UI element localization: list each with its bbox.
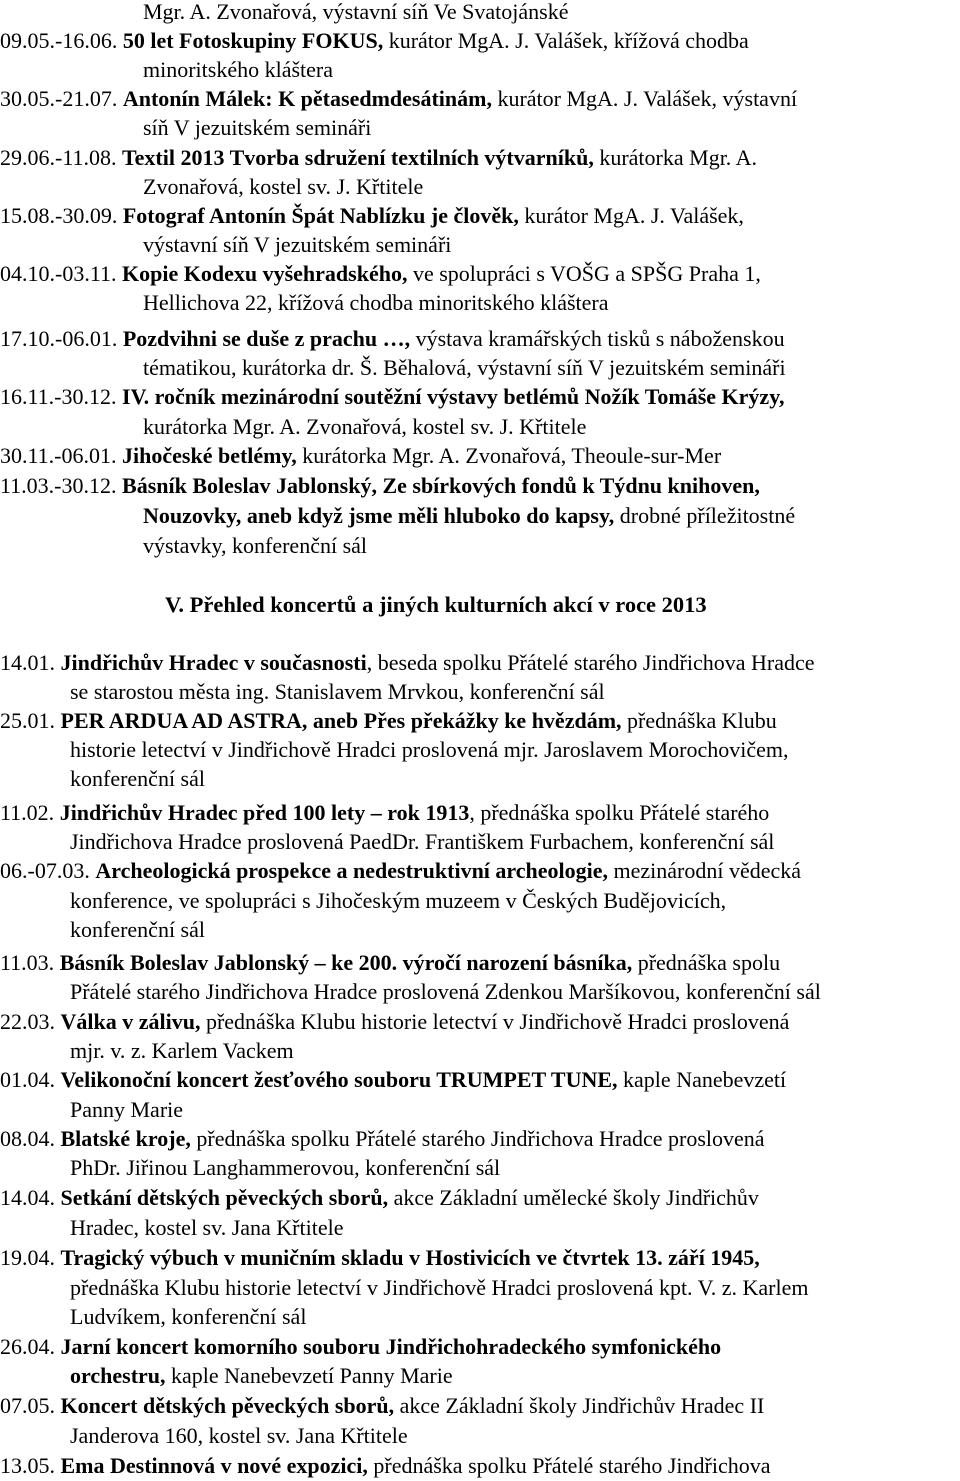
bold-text: Pozdvihni se duše z prachu …, [122,326,411,351]
text-line [0,948,780,978]
text: Ludvíkem, konferenční sál [70,1304,307,1329]
text: 29.06.-11.08. [0,145,123,170]
text: 07.05. [0,1393,61,1418]
text: se starostou města ing. Stanislavem Mrvkou, konferenční sál [70,679,605,704]
text: 25.01. [0,708,61,733]
text: přednáška Klubu historie letectví v Jindřichově Hradci proslovená [200,1009,790,1034]
text: akce Základní školy Jindřichův Hradec II [394,1393,765,1418]
text-line [0,1391,764,1421]
text: 14.01. [0,650,61,675]
text: kurátorka Mgr. A. Zvonařová, kostel sv. J. Křtitele [143,414,587,439]
text-line [0,382,785,412]
text: 26.04. [0,1334,61,1359]
text: historie letectví v Jindřichově Hradci proslovená mjr. Jaroslavem Morochovičem, [70,737,789,762]
text-line [0,441,721,471]
bold-text: Nouzovky, aneb když jsme měli hluboko do kapsy, [143,503,615,528]
text-line [70,886,726,916]
text-line [0,648,815,678]
bold-text: Jihočeské betlémy, [122,443,297,468]
text-line [143,230,451,260]
text-line [0,471,760,501]
text-line [143,501,795,531]
bold-text: Archeologická prospekce a nedestruktivní archeologie, [95,858,609,883]
text-line [70,1036,294,1066]
text: kaple Nanebevzetí [617,1067,787,1092]
text-line [70,764,205,794]
text: ve spolupráci s VOŠG a SPŠG Praha 1, [407,261,761,286]
text: přednáška spolku Přátelé starého Jindřichova [367,1453,771,1478]
bold-text: Kopie Kodexu vyšehradského, [122,261,408,286]
text: akce Základní umělecké školy Jindřichův [388,1185,759,1210]
text-line [0,324,785,354]
bold-text: Tragický výbuch v muničním skladu v Hostivicích ve čtvrtek 13. září 1945, [60,1245,760,1270]
text: 17.10.-06.01. [0,326,123,351]
text: přednáška spolu [632,950,781,975]
text: 08.04. [0,1126,61,1151]
text-line [70,1302,306,1332]
text-line [70,1153,500,1183]
text-line [70,677,605,707]
bold-text: orchestru, [70,1363,166,1388]
bold-text: Velikonoční koncert žesťového souboru TRUMPET TUNE, [60,1067,618,1092]
text: mezinárodní vědecká [608,858,802,883]
bold-text: Setkání dětských pěveckých sborů, [60,1185,389,1210]
text-line [143,353,786,383]
text-line [143,288,609,318]
text-line [0,1243,760,1273]
text: Janderova 160, kostel sv. Jana Křtitele [70,1423,408,1448]
text-line [0,1007,789,1037]
text: Jindřichova Hradce proslovená PaedDr. Františkem Furbachem, konferenční sál [70,829,775,854]
text: 11.03.-30.12. [0,473,123,498]
text-line [0,1332,721,1362]
text-line [0,1451,771,1481]
text-line [0,856,801,886]
bold-text: PER ARDUA AD ASTRA, aneb Přes překážky ke hvězdám, [60,708,622,733]
text: , přednáška spolku Přátelé starého [469,800,770,825]
text-line [70,827,774,857]
text: 09.05.-16.06. [0,28,123,53]
text: 11.03. [0,950,60,975]
text: přednáška spolku Přátelé starého Jindřichova Hradce proslovená [190,1126,765,1151]
bold-text: Jindřichův Hradec před 100 lety – rok 1913 [59,800,470,825]
text: mjr. v. z. Karlem Vackem [70,1038,294,1063]
text: Hellichova 22, křížová chodba minoritského kláštera [143,290,609,315]
text: kurátor MgA. J. Valášek, výstavní [491,86,798,111]
bold-text: Koncert dětských pěveckých sborů, [60,1393,395,1418]
text: Panny Marie [70,1097,184,1122]
text-line [143,412,586,442]
text: Zvonařová, kostel sv. J. Křtitele [143,174,424,199]
text: 30.05.-21.07. [0,86,123,111]
bold-text: IV. ročník mezinárodní soutěžní výstavy betlémů Nožík Tomáše Krýzy, [122,384,785,409]
text-line [0,1183,759,1213]
bold-text: V. Přehled koncertů a jiných kulturních akcí v roce 2013 [165,592,707,617]
text-line [0,706,777,736]
text-line [70,977,821,1007]
text-line [143,113,371,143]
text: , beseda spolku Přátelé starého Jindřichova Hradce [366,650,815,675]
text-line [0,798,769,828]
text: kurátorka Mgr. A. [593,145,757,170]
text-line [70,915,205,945]
bold-text: Fotograf Antonín Špát Nablízku je člověk, [122,203,519,228]
text-line [143,172,423,202]
text: přednáška Klubu [621,708,777,733]
text: PhDr. Jiřinou Langhammerovou, konferenční sál [70,1155,501,1180]
text: 13.05. [0,1453,61,1478]
text: kaple Nanebevzetí Panny Marie [165,1363,453,1388]
text-line [143,0,569,27]
text: 15.08.-30.09. [0,203,123,228]
text: výstavní síň V jezuitském semináři [143,232,452,257]
bold-text: Básník Boleslav Jablonský, Ze sbírkových fondů k Týdnu knihoven, [122,473,760,498]
text: 19.04. [0,1245,61,1270]
bold-text: Básník Boleslav Jablonský – ke 200. výročí narození básníka, [59,950,633,975]
text: 01.04. [0,1067,61,1092]
text-line [0,143,757,173]
text: drobné příležitostné [614,503,796,528]
text: 06.-07.03. [0,858,96,883]
text-line [70,1361,453,1391]
text-line [70,1095,183,1125]
bold-text: Blatské kroje, [60,1126,191,1151]
text: Hradec, kostel sv. Jana Křtitele [70,1215,344,1240]
text: tématikou, kurátorka dr. Š. Běhalová, výstavní síň V jezuitském semináři [143,355,786,380]
text: Mgr. A. Zvonařová, výstavní síň Ve Svatojánské [143,0,569,24]
text: síň V jezuitském semináři [143,115,372,140]
text-line [0,1124,765,1154]
bold-text: Jindřichův Hradec v současnosti [60,650,367,675]
text: 22.03. [0,1009,61,1034]
text-line [70,1213,343,1243]
text-line [70,1421,408,1451]
text: 04.10.-03.11. [0,261,123,286]
text-line [70,735,788,765]
bold-text: Ema Destinnová v nové expozici, [60,1453,368,1478]
text-line [143,55,333,85]
text: výstavky, konferenční sál [143,533,368,558]
text: 14.04. [0,1185,61,1210]
text-line [0,84,797,114]
text: minoritského kláštera [143,57,334,82]
bold-text: Jarní koncert komorního souboru Jindřichohradeckého symfonického [60,1334,722,1359]
bold-text: Válka v zálivu, [60,1009,201,1034]
text-line [0,201,744,231]
text-line [70,1273,808,1303]
text: konferenční sál [70,917,205,942]
text-line [0,26,749,56]
text-line [0,1065,786,1095]
text: přednáška Klubu historie letectví v Jindřichově Hradci proslovená kpt. V. z. Karlem [70,1275,809,1300]
text: 11.02. [0,800,60,825]
section-heading [165,590,707,620]
text: konferenční sál [70,766,205,791]
bold-text: Textil 2013 Tvorba sdružení textilních výtvarníků, [122,145,594,170]
bold-text: 50 let Fotoskupiny FOKUS, [122,28,384,53]
text-line [0,259,761,289]
text: konference, ve spolupráci s Jihočeským muzeem v Českých Budějovicích, [70,888,727,913]
text: kurátor MgA. J. Valášek, křížová chodba [383,28,749,53]
bold-text: Antonín Málek: K pětasedmdesátinám, [122,86,492,111]
text: kurátorka Mgr. A. Zvonařová, Theoule-sur-Mer [296,443,722,468]
text-line [143,531,367,561]
text: kurátor MgA. J. Valášek, [518,203,744,228]
text: Přátelé starého Jindřichova Hradce proslovená Zdenkou Maršíkovou, konferenční sál [70,979,821,1004]
text: 16.11.-30.12. [0,384,123,409]
text: výstava kramářských tisků s náboženskou [410,326,785,351]
text: 30.11.-06.01. [0,443,123,468]
